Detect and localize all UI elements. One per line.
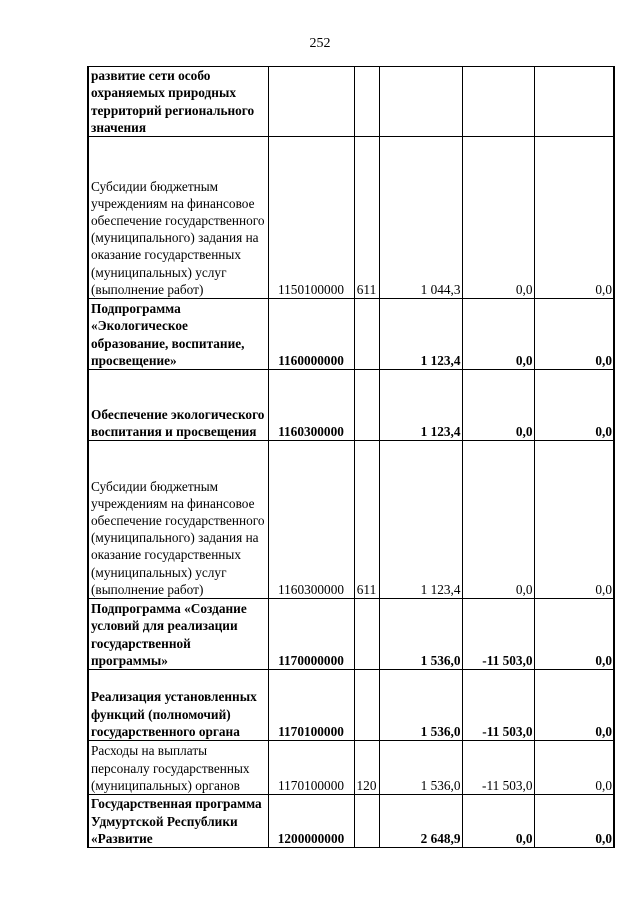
row-value-1: 1 123,4 <box>379 441 462 599</box>
row-expense-type <box>354 670 379 741</box>
row-value-1: 1 536,0 <box>379 741 462 795</box>
row-name: Реализация установленных функций (полномочий) государственного органа <box>88 670 268 741</box>
row-value-1: 1 123,4 <box>379 370 462 441</box>
row-value-3: 0,0 <box>534 299 614 370</box>
row-expense-type <box>354 795 379 848</box>
row-value-1: 1 123,4 <box>379 299 462 370</box>
table-row <box>88 599 614 670</box>
table-row <box>88 741 614 795</box>
budget-table <box>87 66 615 848</box>
row-expense-type <box>354 67 379 137</box>
table-row <box>88 670 614 741</box>
row-value-2: 0,0 <box>462 441 534 599</box>
row-value-2 <box>462 67 534 137</box>
row-expense-type <box>354 299 379 370</box>
row-value-1: 1 044,3 <box>379 137 462 299</box>
row-name: Субсидии бюджетным учреждениям на финансовое обеспечение государственного (муниципального) задания на оказание государственных (муниципальных) услуг (выполнение работ) <box>88 441 268 599</box>
row-value-3: 0,0 <box>534 795 614 848</box>
row-value-2: 0,0 <box>462 299 534 370</box>
row-name: Подпрограмма «Экологическое образование, воспитание, просвещение» <box>88 299 268 370</box>
row-value-2: 0,0 <box>462 137 534 299</box>
row-name: Подпрограмма «Создание условий для реализации государственной программы» <box>88 599 268 670</box>
table-row <box>88 370 614 441</box>
row-value-1: 1 536,0 <box>379 670 462 741</box>
row-code: 1200000000 <box>268 795 354 848</box>
row-value-3: 0,0 <box>534 441 614 599</box>
page-number: 252 <box>309 36 331 51</box>
row-value-3: 0,0 <box>534 137 614 299</box>
row-expense-type: 120 <box>354 741 379 795</box>
row-expense-type: 611 <box>354 441 379 599</box>
row-name: Государственная программа Удмуртской Республики «Развитие <box>88 795 268 848</box>
row-value-2: -11 503,0 <box>462 670 534 741</box>
row-expense-type <box>354 599 379 670</box>
row-value-2: 0,0 <box>462 370 534 441</box>
row-value-1: 1 536,0 <box>379 599 462 670</box>
row-name: развитие сети особо охраняемых природных территорий регионального значения <box>88 67 268 137</box>
row-code: 1170000000 <box>268 599 354 670</box>
row-expense-type: 611 <box>354 137 379 299</box>
table-row <box>88 299 614 370</box>
row-value-2: -11 503,0 <box>462 741 534 795</box>
table-row <box>88 795 614 848</box>
row-code: 1160300000 <box>268 370 354 441</box>
row-code: 1170100000 <box>268 741 354 795</box>
table-row <box>88 67 614 137</box>
row-code: 1160000000 <box>268 299 354 370</box>
row-name: Субсидии бюджетным учреждениям на финансовое обеспечение государственного (муниципального) задания на оказание государственных (муниципальных) услуг (выполнение работ) <box>88 137 268 299</box>
row-value-1: 2 648,9 <box>379 795 462 848</box>
row-name: Обеспечение экологического воспитания и просвещения <box>88 370 268 441</box>
row-value-3 <box>534 67 614 137</box>
row-value-2: 0,0 <box>462 795 534 848</box>
row-name: Расходы на выплаты персоналу государственных (муниципальных) органов <box>88 741 268 795</box>
row-value-3: 0,0 <box>534 670 614 741</box>
row-code: 1160300000 <box>268 441 354 599</box>
table-row <box>88 441 614 599</box>
row-value-2: -11 503,0 <box>462 599 534 670</box>
row-value-3: 0,0 <box>534 741 614 795</box>
row-value-3: 0,0 <box>534 370 614 441</box>
row-code: 1150100000 <box>268 137 354 299</box>
table-row <box>88 137 614 299</box>
row-code <box>268 67 354 137</box>
row-expense-type <box>354 370 379 441</box>
row-code: 1170100000 <box>268 670 354 741</box>
row-value-1 <box>379 67 462 137</box>
row-value-3: 0,0 <box>534 599 614 670</box>
